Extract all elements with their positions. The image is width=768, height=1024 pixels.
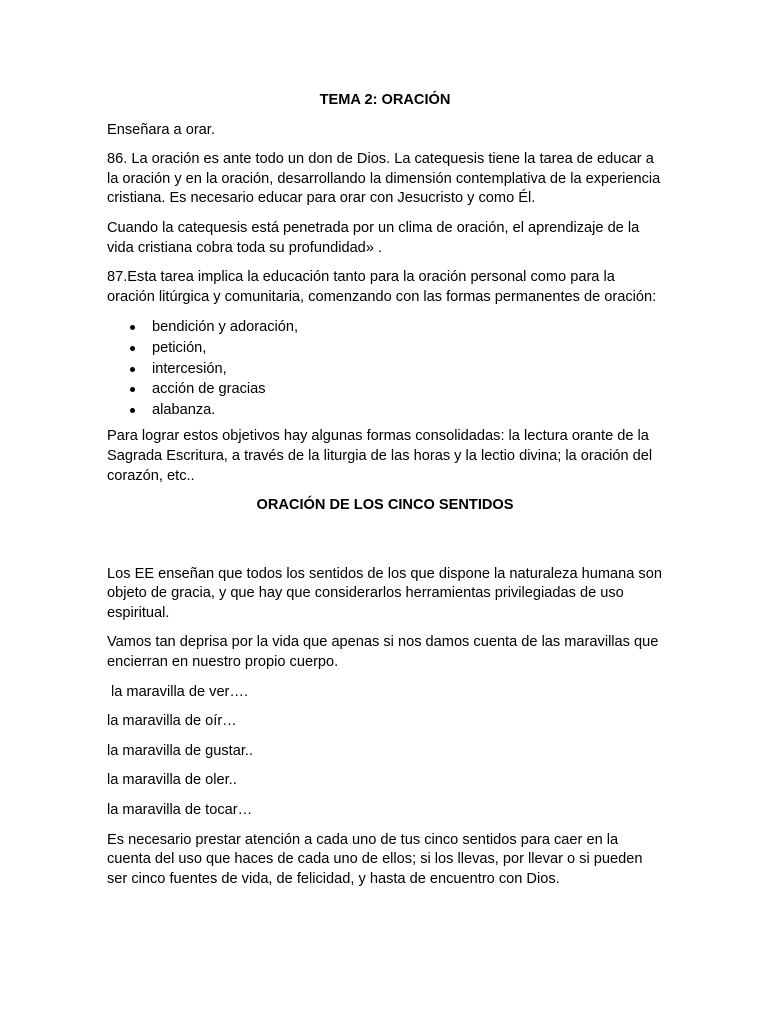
paragraph-hurry: Vamos tan deprisa por la vida que apenas si nos damos cuenta de las maravillas que encierran en nuestro propio cuerpo. — [107, 634, 659, 671]
list-item: bendición y adoración, — [152, 317, 663, 338]
marvel-line: la maravilla de ver…. — [111, 683, 249, 700]
list-item: alabanza. — [152, 400, 663, 421]
section-heading: ORACIÓN DE LOS CINCO SENTIDOS — [256, 497, 514, 514]
document-page — [107, 91, 663, 899]
list-item: intercesión, — [152, 359, 663, 380]
paragraph-climate: Cuando la catequesis está penetrada por un clima de oración, el aprendizaje de la vida cristiana cobra toda su profundidad» . — [107, 219, 640, 256]
list-item: acción de gracias — [152, 379, 663, 400]
paragraph-conclusion: Es necesario prestar atención a cada uno de tus cinco sentidos para caer en la cuenta del uso que haces de cada uno de ellos; si los llevas, por llevar o si pueden ser cinco fuentes de vida, de felicidad, y hasta de encuentro con Dios. — [107, 831, 643, 887]
marvel-line: la maravilla de gustar.. — [107, 742, 254, 759]
list-item: petición, — [152, 338, 663, 359]
marvel-line: la maravilla de tocar… — [107, 802, 253, 819]
paragraph-86: 86. La oración es ante todo un don de Dios. La catequesis tiene la tarea de educar a la oración y en la oración, desarrollando la dimensión contemplativa de la experiencia cristiana. Es necesario educar para orar con Jesucristo y como Él. — [107, 151, 661, 207]
marvel-line: la maravilla de oler.. — [107, 772, 237, 789]
page-title: TEMA 2: ORACIÓN — [319, 92, 451, 108]
paragraph-senses: Los EE enseñan que todos los sentidos de los que dispone la naturaleza humana son objeto de gracia, y que hay que considerarlos herramientas privilegiadas de uso espiritual. — [107, 565, 662, 621]
paragraph-intro: Enseñara a orar. — [107, 121, 215, 138]
prayer-forms-list — [107, 317, 663, 420]
paragraph-87: 87.Esta tarea implica la educación tanto para la oración personal como para la oración litúrgica y comunitaria, comenzando con las formas permanentes de oración: — [107, 269, 657, 305]
marvel-line: la maravilla de oír… — [107, 713, 237, 730]
paragraph-objectives: Para lograr estos objetivos hay algunas formas consolidadas: la lectura orante de la Sagrada Escritura, a través de la liturgia de las horas y la lectio divina; la oración del corazón, etc.. — [107, 428, 653, 484]
